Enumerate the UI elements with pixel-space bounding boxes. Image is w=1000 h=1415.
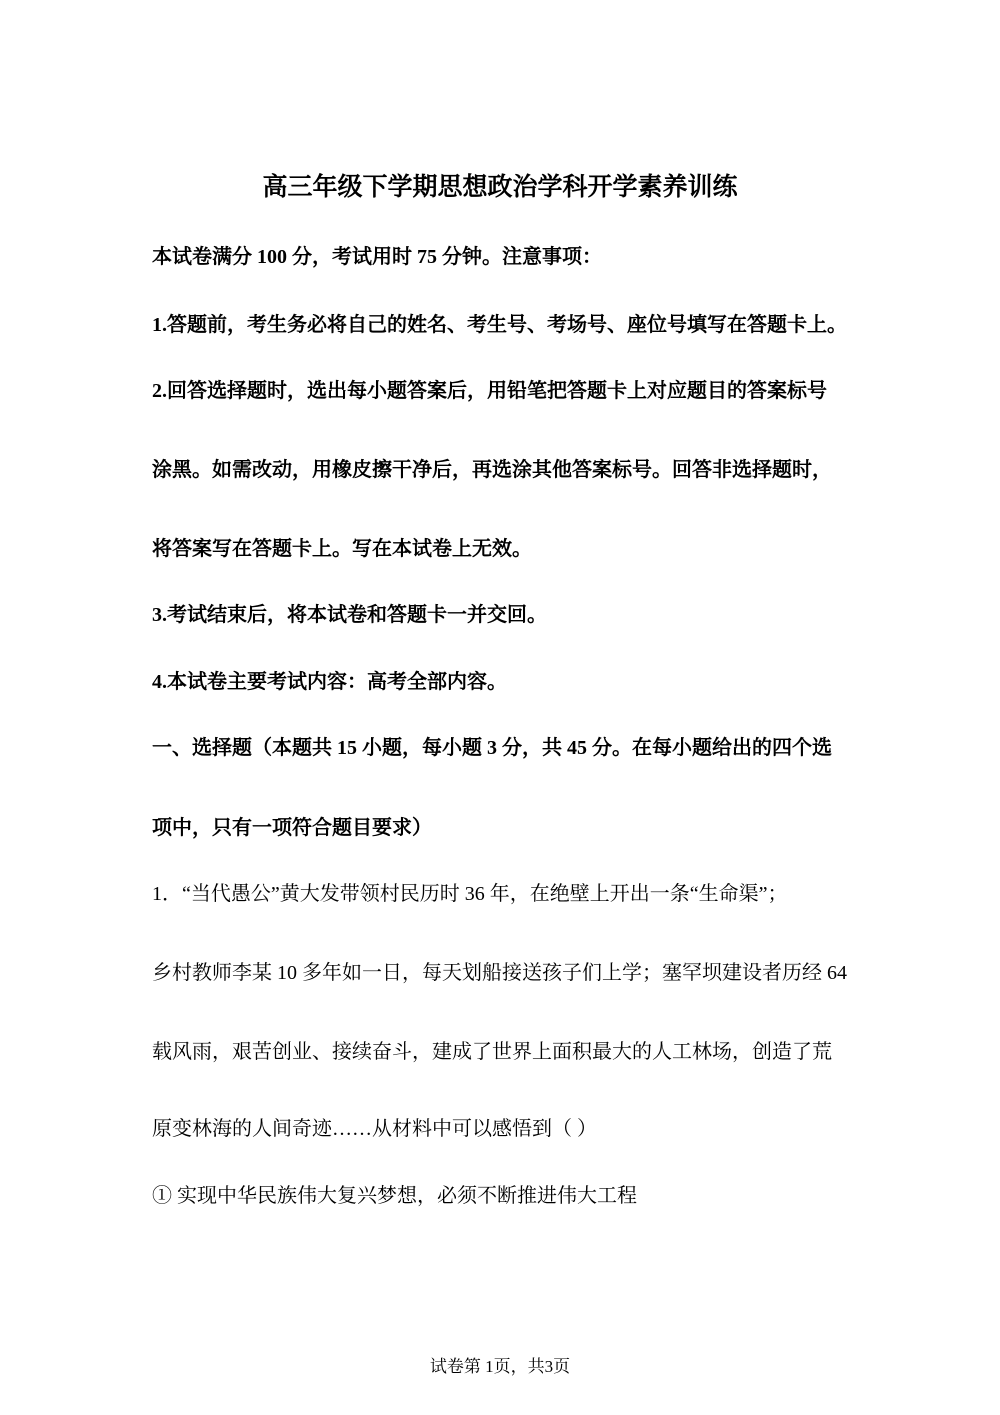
page-footer: 试卷第 1页，共3页 xyxy=(429,1357,571,1376)
question-1-option-1: ① 实现中华民族伟大复兴梦想，必须不断推进伟大工程 xyxy=(152,1185,637,1207)
notice-item-2-line-2: 涂黑。如需改动，用橡皮擦干净后，再选涂其他答案标号。回答非选择题时， xyxy=(152,459,832,481)
notice-item-3: 3.考试结束后，将本试卷和答题卡一并交回。 xyxy=(152,604,547,626)
question-1-line-2: 乡村教师李某 10 多年如一日，每天划船接送孩子们上学；塞罕坝建设者历经 64 xyxy=(152,962,847,984)
notice-item-2-line-1: 2.回答选择题时，选出每小题答案后，用铅笔把答题卡上对应题目的答案标号 xyxy=(152,380,827,402)
notice-item-1: 1.答题前，考生务必将自己的姓名、考生号、考场号、座位号填写在答题卡上。 xyxy=(152,314,847,336)
notice-intro: 本试卷满分 100 分，考试用时 75 分钟。注意事项： xyxy=(152,246,602,268)
question-1-line-1: 1．“当代愚公”黄大发带领村民历时 36 年，在绝壁上开出一条“生命渠”； xyxy=(152,883,788,905)
section-heading-line-2: 项中，只有一项符合题目要求） xyxy=(152,817,432,839)
section-heading-line-1: 一、选择题（本题共 15 小题，每小题 3 分，共 45 分。在每小题给出的四个选 xyxy=(152,737,832,759)
question-1-line-4: 原变林海的人间奇迹……从材料中可以感悟到（ ） xyxy=(152,1118,597,1140)
notice-item-4: 4.本试卷主要考试内容：高考全部内容。 xyxy=(152,671,507,693)
question-1-line-3: 载风雨，艰苦创业、接续奋斗，建成了世界上面积最大的人工林场，创造了荒 xyxy=(152,1041,832,1063)
notice-item-2-line-3: 将答案写在答题卡上。写在本试卷上无效。 xyxy=(152,538,532,560)
exam-title: 高三年级下学期思想政治学科开学素养训练 xyxy=(262,172,738,201)
